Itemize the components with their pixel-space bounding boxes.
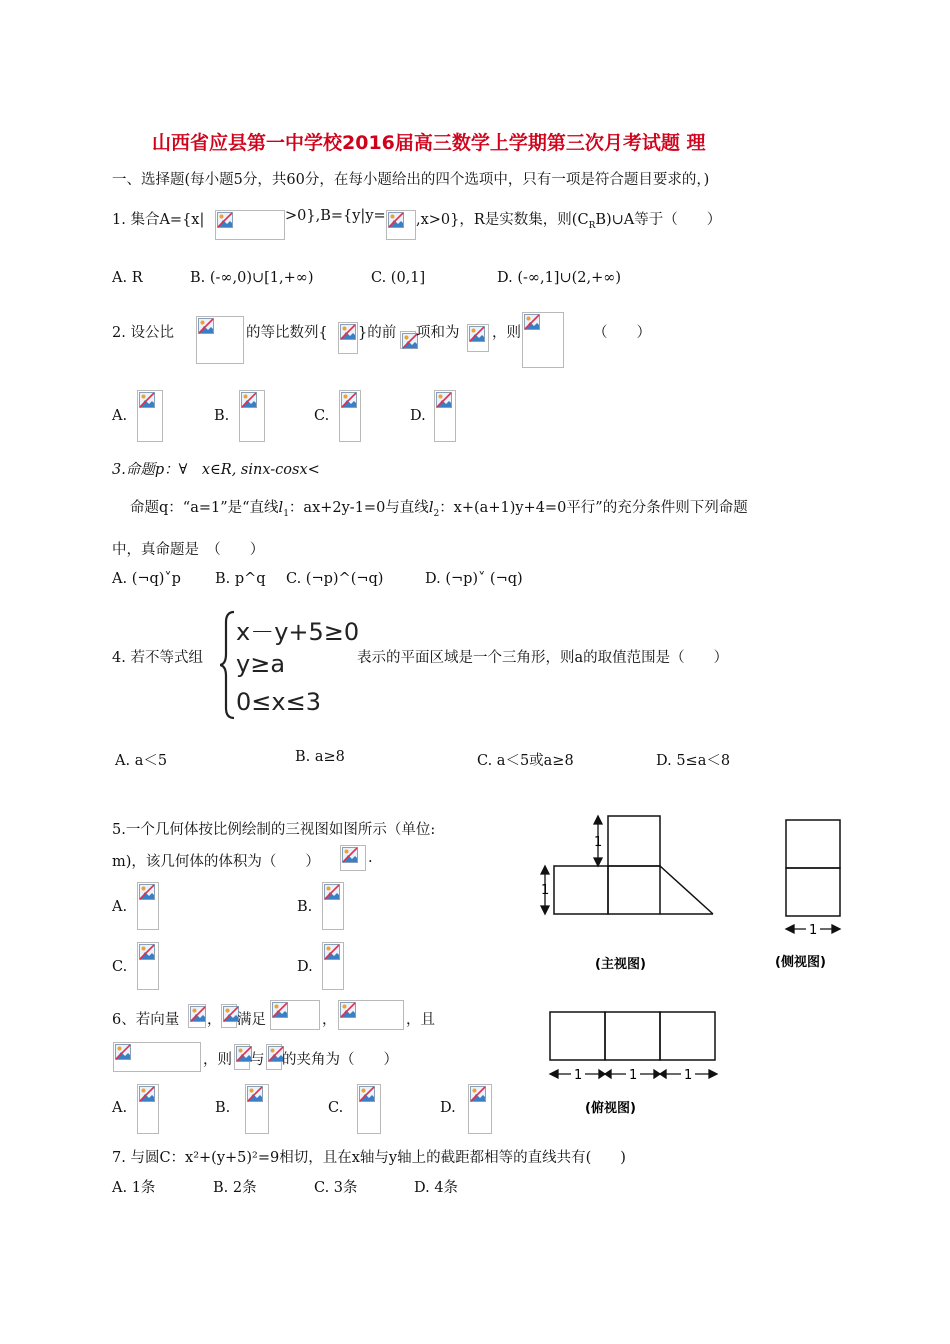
q5-line-1: 5.一个几何体按比例绘制的三视图如图所示（单位: — [112, 822, 436, 838]
q6-text-h: 的夹角为（ ） — [282, 1052, 398, 1068]
option-d: D. (-∞,1]∪(2,+∞) — [497, 270, 621, 286]
q6-text-b: ， — [207, 1012, 222, 1028]
q5-period: . — [368, 850, 373, 866]
option-c: C. a＜5或a≥8 — [477, 753, 574, 769]
q6-text-e: ，且 — [406, 1012, 435, 1028]
option-a: A. 1条 — [112, 1180, 156, 1196]
q6-text-a: 6、若向量 — [112, 1012, 180, 1028]
formula-image — [467, 324, 489, 352]
formula-image — [137, 1084, 159, 1134]
option-b: B. — [214, 408, 230, 424]
dimension-marks — [541, 816, 602, 914]
q1-text-c: ,x>0}，R是实数集，则$(C_RB)\cup A$等于（ ） — [416, 212, 722, 231]
inequality-1: x－y+5≥0 — [236, 618, 360, 646]
broken-image-icon — [524, 314, 540, 330]
formula-image — [386, 210, 416, 240]
q3-line-3: 中，真命题是 （ ） — [112, 542, 265, 558]
option-a: A. (¬q)˅p — [112, 571, 181, 587]
option-b: B. a≥8 — [295, 749, 345, 765]
broken-image-icon — [190, 1006, 206, 1022]
broken-image-icon — [139, 944, 155, 960]
dimension-label: 1 — [809, 923, 818, 938]
broken-image-icon — [388, 212, 404, 228]
q2-text-f: （ ） — [593, 325, 651, 341]
formula-image — [322, 942, 344, 990]
option-d: D. — [297, 959, 313, 975]
formula-image — [196, 316, 244, 364]
formula-image — [322, 882, 344, 930]
top-view-caption: (俯视图) — [585, 1101, 636, 1116]
broken-image-icon — [469, 326, 485, 342]
formula-image — [338, 322, 358, 354]
option-a: A. a＜5 — [115, 753, 168, 769]
formula-image — [221, 1004, 237, 1028]
side-view — [786, 820, 840, 916]
dimension-label: 1 — [629, 1068, 638, 1083]
option-a: A. — [112, 408, 128, 424]
formula-image — [137, 390, 163, 442]
broken-image-icon — [324, 884, 340, 900]
formula-image — [400, 331, 416, 349]
broken-image-icon — [324, 944, 340, 960]
broken-image-icon — [198, 318, 214, 334]
q2-text-e: ，则 — [492, 325, 521, 341]
q3-line-1: 3.命题p：∀ x∈R, sinx-cosx< — [112, 462, 320, 478]
broken-image-icon — [470, 1086, 486, 1102]
formula-image — [266, 1044, 282, 1070]
side-view-caption: (侧视图) — [775, 955, 826, 970]
formula-image — [339, 390, 361, 442]
broken-image-icon — [139, 884, 155, 900]
broken-image-icon — [436, 392, 452, 408]
dimension-label: 1 — [684, 1068, 693, 1083]
inequality-2: y≥a — [236, 650, 286, 678]
q1-text-a: 1. 集合A={x| — [112, 212, 205, 228]
option-c: C. 3条 — [314, 1180, 358, 1196]
option-d: D. (¬p)˅ (¬q) — [425, 571, 523, 587]
option-d: D. — [410, 408, 426, 424]
formula-image — [468, 1084, 492, 1134]
formula-image — [338, 1000, 404, 1030]
formula-image — [270, 1000, 320, 1030]
left-brace — [220, 610, 236, 720]
front-view — [554, 816, 713, 914]
q2-text-b: 的等比数列{ — [246, 325, 328, 341]
broken-image-icon — [139, 1086, 155, 1102]
q1-text-b: >0},B={y|y= — [285, 208, 386, 224]
three-view-figure — [530, 810, 860, 1120]
q2-text-a: 2. 设公比 — [112, 325, 174, 341]
formula-image — [239, 390, 265, 442]
q6-text-g: 与 — [250, 1052, 265, 1068]
front-view-caption: (主视图) — [595, 957, 646, 972]
broken-image-icon — [342, 847, 358, 863]
q6-text-d: ， — [322, 1012, 337, 1028]
broken-image-icon — [217, 212, 233, 228]
q6-text-f: ，则 — [203, 1052, 232, 1068]
page-title: 山西省应县第一中学校2016届高三数学上学期第三次月考试题 理 — [152, 132, 706, 154]
formula-image — [245, 1084, 269, 1134]
broken-image-icon — [272, 1002, 288, 1018]
formula-image — [434, 390, 456, 442]
inequality-system — [220, 610, 360, 722]
option-a: A. — [112, 1100, 128, 1116]
broken-image-icon — [340, 324, 356, 340]
formula-image — [234, 1044, 250, 1070]
option-d: D. — [440, 1100, 456, 1116]
broken-image-icon — [340, 1002, 356, 1018]
option-c: C. — [112, 959, 128, 975]
broken-image-icon — [247, 1086, 263, 1102]
option-c: C. (¬p)^(¬q) — [286, 571, 384, 587]
option-b: B. — [297, 899, 313, 915]
option-b: B. 2条 — [213, 1180, 257, 1196]
formula-image — [137, 942, 159, 990]
q7-text: 7. 与圆C：x²+(y+5)²=9相切，且在x轴与y轴上的截距都相等的直线共有( ) — [112, 1150, 626, 1166]
broken-image-icon — [359, 1086, 375, 1102]
formula-image — [113, 1042, 201, 1072]
option-b: B. — [215, 1100, 231, 1116]
inequality-3: 0≤x≤3 — [236, 688, 321, 716]
option-b: B. p^q — [215, 571, 266, 587]
broken-image-icon — [241, 392, 257, 408]
broken-image-icon — [115, 1044, 131, 1060]
q3-line-2: 命题q：“a=1”是“直线$l_1$：ax+2y-1=0与直线$l_2$：x+(a+1)y+4=0平行”的充分条件则下列命题 — [130, 500, 748, 519]
q4-text-b: 表示的平面区域是一个三角形，则a的取值范围是（ ） — [357, 650, 729, 666]
option-c: C. — [314, 408, 330, 424]
option-c: C. — [328, 1100, 344, 1116]
q6-text-c: 满足 — [237, 1012, 266, 1028]
option-a: A. — [112, 899, 128, 915]
broken-image-icon — [139, 392, 155, 408]
dimension-label: 1 — [594, 835, 603, 850]
formula-image — [522, 312, 564, 368]
q2-text-d: 项和为 — [416, 325, 460, 341]
top-view — [550, 1012, 715, 1060]
formula-image — [188, 1004, 206, 1028]
option-d: D. 5≤a＜8 — [656, 753, 731, 769]
option-a: A. R — [112, 270, 143, 286]
q5-line-2: m)，该几何体的体积为（ ） — [112, 854, 320, 870]
formula-image — [137, 882, 159, 930]
section-heading: 一、选择题(每小题5分，共60分，在每小题给出的四个选项中，只有一项是符合题目要求的，) — [112, 172, 710, 188]
dimension-label: 1 — [541, 883, 550, 898]
formula-image — [340, 845, 366, 871]
formula-image — [215, 210, 285, 240]
broken-image-icon — [341, 392, 357, 408]
q2-text-c: }的前 — [358, 325, 397, 341]
option-b: B. (-∞,0)∪[1,+∞) — [190, 270, 314, 286]
q4-text-a: 4. 若不等式组 — [112, 650, 203, 666]
dimension-label: 1 — [574, 1068, 583, 1083]
option-d: D. 4条 — [414, 1180, 459, 1196]
formula-image — [357, 1084, 381, 1134]
option-c: C. (0,1] — [371, 270, 426, 286]
